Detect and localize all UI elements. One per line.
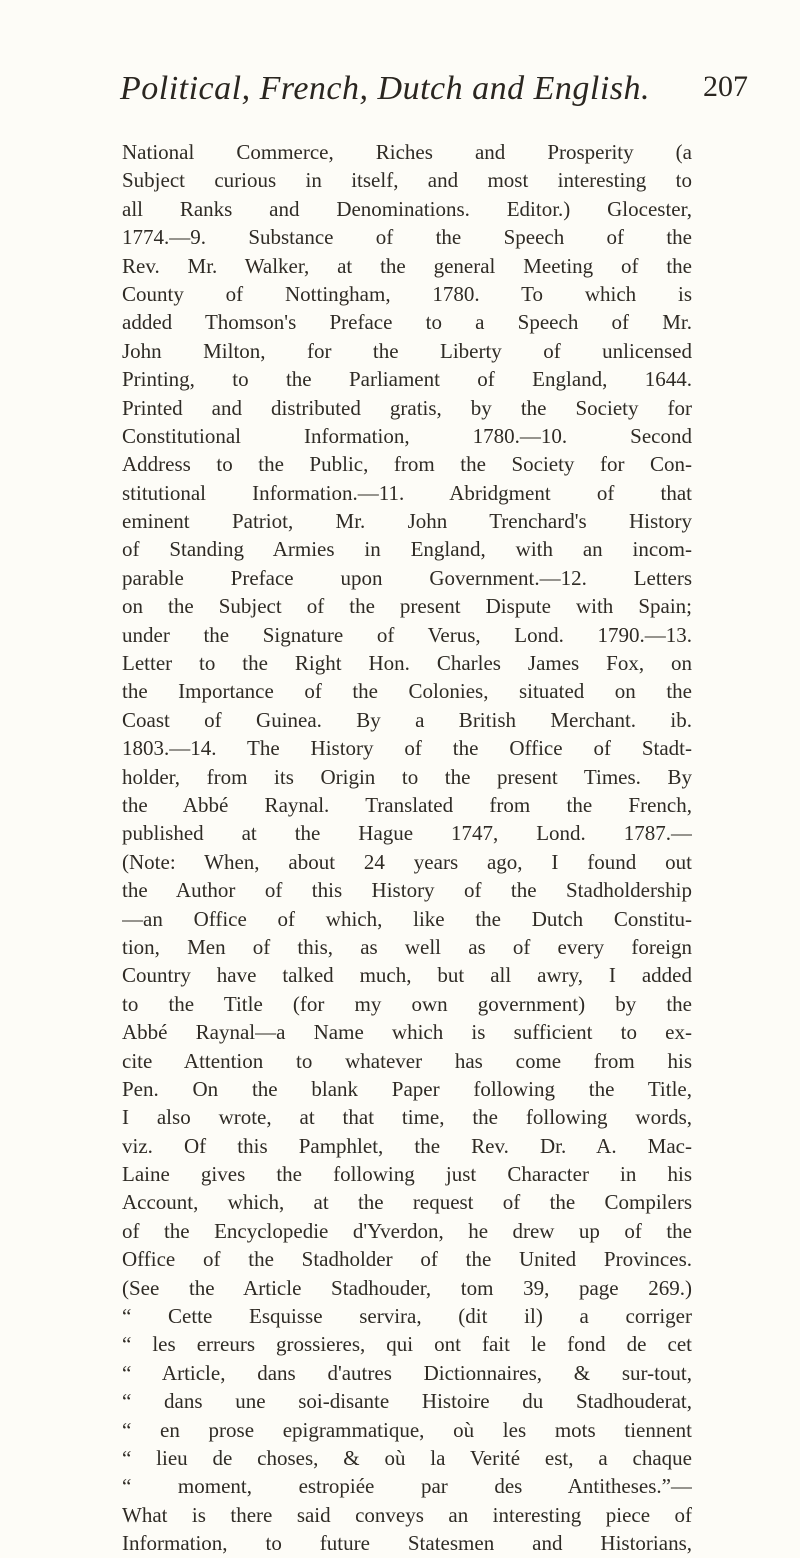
text-line: all Ranks and Denominations. Editor.) Glocester, bbox=[122, 196, 692, 221]
text-line: John Milton, for the Liberty of unlicensed bbox=[122, 338, 692, 363]
text-line: stitutional Information.—11. Abridgment of that bbox=[122, 480, 692, 505]
text-line: Constitutional Information, 1780.—10. Second bbox=[122, 423, 692, 448]
text-line: Rev. Mr. Walker, at the general Meeting of the bbox=[122, 253, 692, 278]
text-line: What is there said conveys an interesting piece of bbox=[122, 1502, 692, 1527]
text-line: I also wrote, at that time, the following words, bbox=[122, 1105, 692, 1130]
text-line: “ dans une soi-disante Histoire du Stadhouderat, bbox=[122, 1389, 692, 1414]
text-line: Laine gives the following just Character in his bbox=[122, 1162, 692, 1187]
text-line: under the Signature of Verus, Lond. 1790.—13. bbox=[122, 622, 692, 647]
text-line: (Note: When, about 24 years ago, I found out bbox=[122, 849, 692, 874]
text-line: the Importance of the Colonies, situated on the bbox=[122, 679, 692, 704]
text-line: Subject curious in itself, and most interesting to bbox=[122, 168, 692, 193]
text-line: the Author of this History of the Stadholdership bbox=[122, 878, 692, 903]
text-line: National Commerce, Riches and Prosperity (a bbox=[122, 140, 692, 164]
text-line: Office of the Stadholder of the United Provinces. bbox=[122, 1247, 692, 1272]
text-line: tion, Men of this, as well as of every foreign bbox=[122, 934, 692, 959]
text-line: “ en prose epigrammatique, où les mots tiennent bbox=[122, 1417, 692, 1442]
text-line: on the Subject of the present Dispute with Spain; bbox=[122, 594, 692, 619]
text-line: eminent Patriot, Mr. John Trenchard's History bbox=[122, 509, 692, 534]
text-line: “ Cette Esquisse servira, (dit il) a corriger bbox=[122, 1304, 692, 1329]
text-line: parable Preface upon Government.—12. Letters bbox=[122, 565, 692, 590]
text-line: “ les erreurs grossieres, qui ont fait le fond de cet bbox=[122, 1332, 692, 1357]
text-line: Country have talked much, but all awry, I added bbox=[122, 963, 692, 988]
text-line: Address to the Public, from the Society for Con- bbox=[122, 452, 692, 477]
text-line: Coast of Guinea. By a British Merchant. ib. bbox=[122, 707, 692, 732]
text-line: holder, from its Origin to the present Times. By bbox=[122, 764, 692, 789]
text-line: “ moment, estropiée par des Antitheses.”— bbox=[122, 1474, 692, 1499]
text-line: Abbé Raynal—a Name which is sufficient to ex- bbox=[122, 1020, 692, 1045]
text-line: to the Title (for my own government) by the bbox=[122, 991, 692, 1016]
text-line: “ Article, dans d'autres Dictionnaires, & sur-tout, bbox=[122, 1360, 692, 1385]
text-line: 1803.—14. The History of the Office of Stadt- bbox=[122, 736, 692, 761]
running-title: Political, French, Dutch and English. bbox=[120, 70, 650, 107]
text-line: added Thomson's Preface to a Speech of Mr. bbox=[122, 310, 692, 335]
text-line: of the Encyclopedie d'Yverdon, he drew up of the bbox=[122, 1218, 692, 1243]
text-line: Printing, to the Parliament of England, 1644. bbox=[122, 367, 692, 392]
text-line: of Standing Armies in England, with an incom- bbox=[122, 537, 692, 562]
text-line: the Abbé Raynal. Translated from the French, bbox=[122, 792, 692, 817]
running-head bbox=[120, 70, 748, 120]
text-line: Account, which, at the request of the Compilers bbox=[122, 1190, 692, 1215]
text-line: “ lieu de choses, & où la Verité est, a chaque bbox=[122, 1445, 692, 1470]
body-text bbox=[122, 138, 692, 1558]
text-line: Letter to the Right Hon. Charles James Fox, on bbox=[122, 651, 692, 676]
text-line: 1774.—9. Substance of the Speech of the bbox=[122, 225, 692, 250]
text-line: viz. Of this Pamphlet, the Rev. Dr. A. Mac- bbox=[122, 1133, 692, 1158]
text-line: published at the Hague 1747, Lond. 1787.— bbox=[122, 821, 692, 846]
text-line: County of Nottingham, 1780. To which is bbox=[122, 281, 692, 306]
text-line: Pen. On the blank Paper following the Title, bbox=[122, 1076, 692, 1101]
text-line: Information, to future Statesmen and Historians, bbox=[122, 1531, 692, 1556]
page-number: 207 bbox=[703, 70, 748, 103]
text-line: (See the Article Stadhouder, tom 39, page 269.) bbox=[122, 1275, 692, 1300]
text-line: Printed and distributed gratis, by the Society for bbox=[122, 395, 692, 420]
text-line: cite Attention to whatever has come from his bbox=[122, 1048, 692, 1073]
text-line: —an Office of which, like the Dutch Constitu- bbox=[122, 906, 692, 931]
